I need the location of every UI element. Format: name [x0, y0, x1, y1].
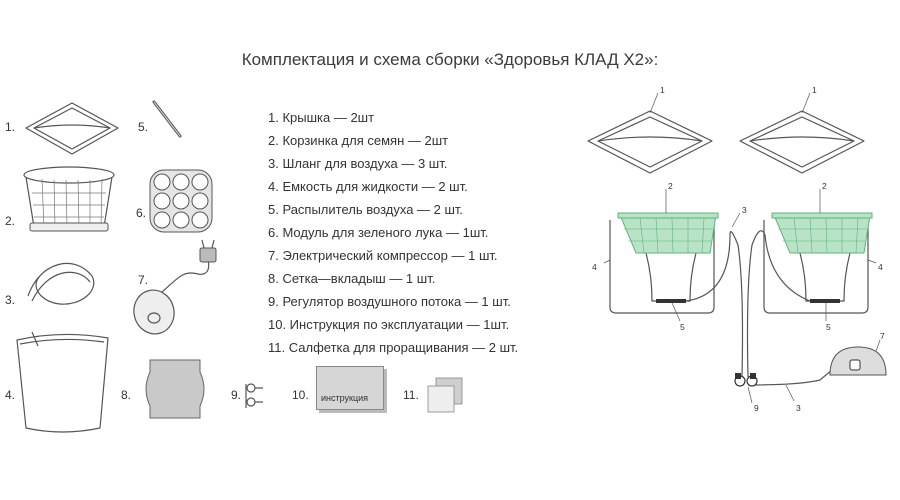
callout-5-right: 5	[826, 322, 831, 332]
onion-module-icon	[148, 168, 214, 234]
component-label-2: 2.	[5, 214, 16, 228]
component-label-3: 3.	[5, 293, 16, 307]
component-label-9: 9.	[231, 388, 242, 402]
napkin-icon	[426, 376, 466, 416]
list-item: 8. Сетка—вкладыш — 1 шт.	[268, 271, 436, 286]
sprayer-right	[810, 299, 840, 303]
basket-right	[772, 213, 872, 253]
basket-icon	[22, 165, 116, 235]
component-label-7: 7.	[138, 273, 149, 287]
component-label-10: 10.	[292, 388, 309, 402]
callout-9: 9	[754, 403, 759, 413]
booklet-label: инструкция	[321, 393, 369, 403]
assembly-diagram	[580, 85, 900, 420]
lid-icon	[22, 100, 122, 158]
lid-right	[740, 111, 864, 173]
sprayer-icon	[150, 98, 190, 143]
callout-7: 7	[880, 331, 885, 341]
callout-2-right: 2	[822, 181, 827, 191]
mesh-insert-icon	[140, 358, 210, 420]
list-item: 3. Шланг для воздуха — 3 шт.	[268, 156, 448, 171]
hoses	[686, 231, 832, 385]
compressor-icon	[128, 238, 223, 338]
list-item: 11. Салфетка для проращивания — 2 шт.	[268, 340, 519, 355]
component-label-1: 1.	[5, 120, 16, 134]
callout-2-left: 2	[668, 181, 673, 191]
page-title: Комплектация и схема сборки «Здоровья КЛАД Х2»:	[241, 50, 659, 69]
components-list	[268, 106, 518, 359]
list-item: 10. Инструкция по эксплуатации — 1шт.	[268, 317, 510, 332]
lid-left	[588, 111, 712, 173]
basket-left	[618, 213, 718, 253]
callout-4-right: 4	[878, 262, 883, 272]
list-item: 7. Электрический компрессор — 1 шт.	[268, 248, 498, 263]
callout-5-left: 5	[680, 322, 685, 332]
hose-icon	[20, 256, 100, 311]
list-item: 6. Модуль для зеленого лука — 1шт.	[268, 225, 489, 240]
list-item: 2. Корзинка для семян — 2шт	[268, 133, 449, 148]
list-item: 1. Крышка — 2шт	[268, 110, 375, 125]
sprayer-left	[656, 299, 686, 303]
callout-3-top: 3	[742, 205, 747, 215]
container-icon	[12, 328, 116, 438]
list-item: 5. Распылитель воздуха — 2 шт.	[268, 202, 464, 217]
component-label-6: 6.	[136, 206, 147, 220]
callout-4-left: 4	[592, 262, 597, 272]
component-label-11: 11.	[403, 388, 419, 402]
instruction-booklet	[316, 366, 384, 410]
callout-3-bottom: 3	[796, 403, 801, 413]
callout-1-right: 1	[812, 85, 817, 95]
component-label-8: 8.	[121, 388, 132, 402]
list-item: 9. Регулятор воздушного потока — 1 шт.	[268, 294, 511, 309]
list-item: 4. Емкость для жидкости — 2 шт.	[268, 179, 468, 194]
compressor	[830, 347, 886, 375]
component-label-4: 4.	[5, 388, 16, 402]
callout-1-left: 1	[660, 85, 665, 95]
regulator-icon	[243, 378, 267, 414]
regulator	[735, 373, 757, 386]
component-label-5: 5.	[138, 120, 149, 134]
